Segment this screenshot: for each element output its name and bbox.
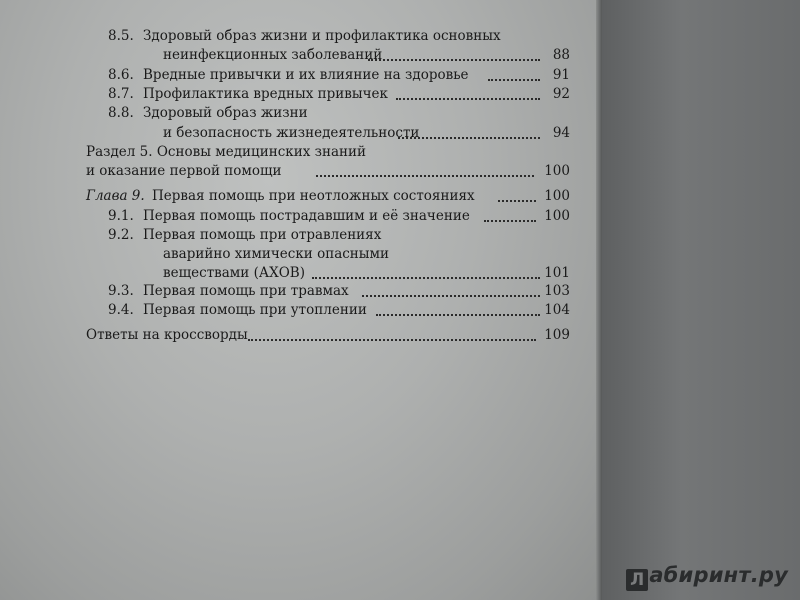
leader-dots [248,337,536,341]
entry-title-cont: веществами (АХОВ) [163,265,305,281]
background-surface [602,0,800,600]
toc-entry-9-4 [0,300,598,320]
entry-title: Первая помощь при утоплении [143,302,367,318]
entry-title: Вредные привычки и их влияние на здоровье [143,67,469,83]
chapter-title: Первая помощь при неотложных состояниях [152,188,475,204]
entry-title: Первая помощь при травмах [143,283,349,299]
entry-number: 8.7. [108,86,134,102]
leader-dots [484,218,536,222]
entry-title: Здоровый образ жизни и профилактика основных [143,28,501,44]
section-title: Раздел 5. Основы медицинских знаний [86,144,367,160]
answers-title: Ответы на кроссворды [86,327,248,343]
toc-entry-9-2-cont [0,244,598,264]
chapter-page: 100 [544,188,570,204]
toc-entry-8-8 [0,103,598,123]
entry-title: Профилактика вредных привычек [143,86,388,102]
toc-entry-8-6 [0,65,598,85]
watermark-text: абиринт.ру [649,563,788,587]
toc-entry-8-8-cont [0,123,598,143]
entry-number: 9.1. [108,208,134,224]
toc-entry-8-5-cont [0,45,598,65]
answers-page: 109 [544,327,570,343]
toc-entry-9-1 [0,206,598,226]
toc-entry-8-5 [0,26,598,46]
leader-dots [396,96,540,100]
section-page: 100 [544,163,570,179]
entry-title: Первая помощь при отравлениях [143,227,382,243]
entry-page: 88 [552,47,570,63]
leader-dots [498,198,536,202]
leader-dots [376,312,540,316]
chapter-label: Глава 9. [86,188,145,204]
entry-page: 104 [544,302,570,318]
toc-section-5 [0,142,598,162]
entry-number: 8.5. [108,28,134,44]
entry-page: 91 [552,67,570,83]
leader-dots [316,173,534,177]
entry-page: 92 [552,86,570,102]
entry-page: 101 [544,265,570,281]
toc-entry-9-2-cont2 [0,263,598,283]
entry-page: 94 [552,125,570,141]
leader-dots [398,135,540,139]
entry-title: Здоровый образ жизни [143,105,308,121]
entry-number: 8.8. [108,105,134,121]
toc-answers [0,325,598,345]
leader-dots [312,275,540,279]
toc-entry-9-2 [0,225,598,245]
entry-title-cont: неинфекционных заболеваний [163,47,383,63]
entry-title: Первая помощь пострадавшим и её значение [143,208,470,224]
entry-number: 9.4. [108,302,134,318]
toc-entry-9-3 [0,281,598,301]
toc-chapter-9 [0,186,598,206]
leader-dots [368,57,540,61]
section-title-cont: и оказание первой помощи [86,163,282,179]
watermark-logo-icon: Л [626,569,648,591]
toc-entry-8-7 [0,84,598,104]
entry-page: 103 [544,283,570,299]
entry-number: 9.3. [108,283,134,299]
entry-page: 100 [544,208,570,224]
entry-title-cont: аварийно химически опасными [163,246,390,262]
labirint-watermark [626,563,788,591]
entry-number: 9.2. [108,227,134,243]
entry-title-cont: и безопасность жизнедеятельности [163,125,420,141]
toc-section-5-cont [0,161,598,181]
leader-dots [488,77,540,81]
entry-number: 8.6. [108,67,134,83]
leader-dots [362,293,540,297]
